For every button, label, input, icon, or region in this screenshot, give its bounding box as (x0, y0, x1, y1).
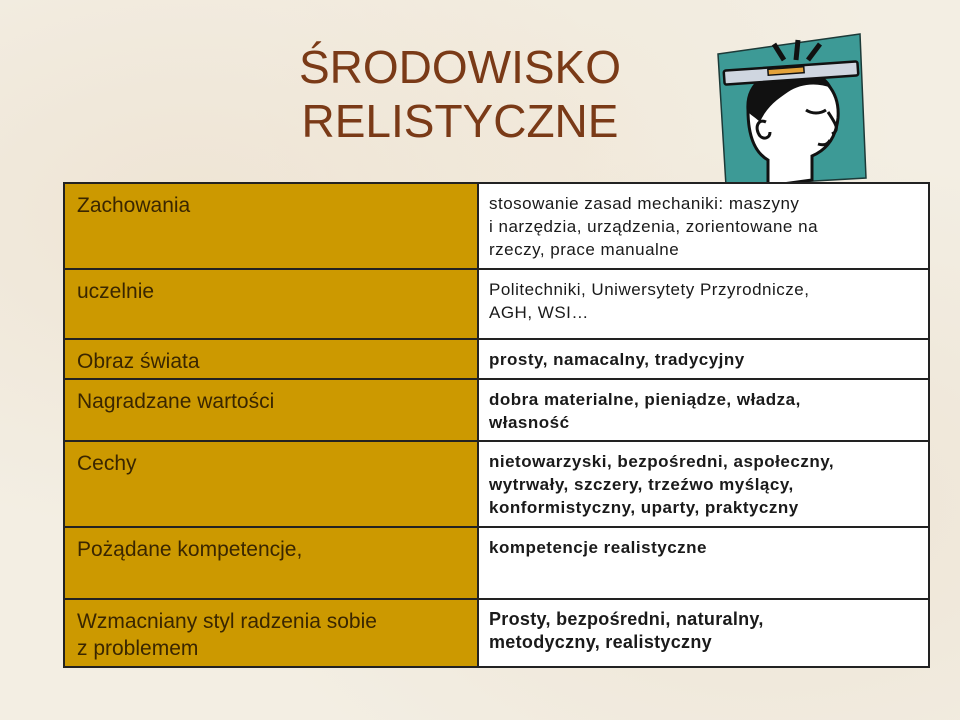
row-label-cechy: Cechy (64, 441, 478, 527)
row-label-styl-radzenia: Wzmacniany styl radzenia sobie z problemem (64, 599, 478, 667)
table-row (64, 599, 929, 667)
row-value-nagradzane-wartosci: dobra materialne, pieniądze, władza, własność (478, 379, 929, 441)
thinking-man-icon (708, 30, 868, 188)
title-line-2: RELISTYCZNE (301, 95, 619, 147)
row-label-nagradzane-wartosci: Nagradzane wartości (64, 379, 478, 441)
row-value-zachowania: stosowanie zasad mechaniki: maszyny i narzędzia, urządzenia, zorientowane na rzeczy, prace manualne (478, 183, 929, 269)
row-label-uczelnie: uczelnie (64, 269, 478, 339)
row-label-pozadane-kompetencje: Pożądane kompetencje, (64, 527, 478, 599)
row-label-obraz-swiata: Obraz świata (64, 339, 478, 379)
row-label-zachowania: Zachowania (64, 183, 478, 269)
environment-table (63, 182, 930, 668)
row-value-obraz-swiata: prosty, namacalny, tradycyjny (478, 339, 929, 379)
table-row (64, 339, 929, 379)
table-row (64, 379, 929, 441)
row-value-uczelnie: Politechniki, Uniwersytety Przyrodnicze, AGH, WSI… (478, 269, 929, 339)
table-row (64, 441, 929, 527)
table-row (64, 527, 929, 599)
page-title (230, 40, 690, 148)
row-value-styl-radzenia: Prosty, bezpośredni, naturalny, metodyczny, realistyczny (478, 599, 929, 667)
row-value-cechy: nietowarzyski, bezpośredni, aspołeczny, wytrwały, szczery, trzeźwo myślący, konformistyczny, uparty, praktyczny (478, 441, 929, 527)
table-row (64, 269, 929, 339)
row-value-pozadane-kompetencje: kompetencje realistyczne (478, 527, 929, 599)
table-row (64, 183, 929, 269)
title-line-1: ŚRODOWISKO (298, 41, 622, 93)
